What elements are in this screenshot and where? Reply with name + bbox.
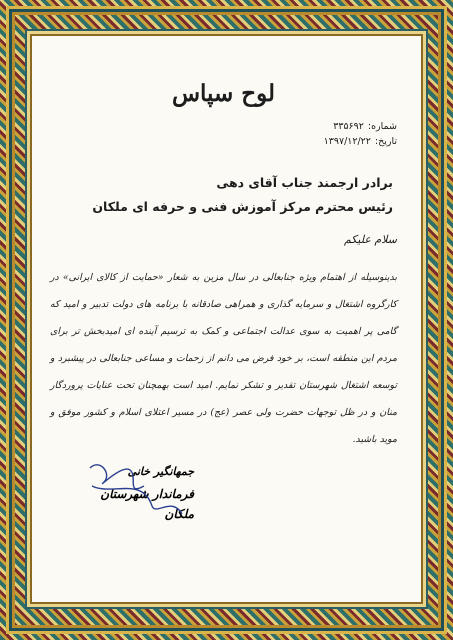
signer-title: فرماندار شهرستان ملکان: [100, 487, 194, 521]
signer-name: جمهانگیر خانی: [127, 465, 194, 478]
addressee-name: برادر ارجمند جناب آقای دهی: [216, 175, 393, 190]
reference-number-value: ۳۳۵۶۹۲: [333, 121, 364, 132]
letter-body: بدینوسیله از اهتمام ویژه جنابعالی در سال مزین به شعار «حمایت از کالای ایرانی» در کارگروه اشتغال و سرمایه گذاری و همراهی صادقانه با برنامه های دولت تدبیر و امید که گامی پر اهمیت به سوی عدالت اجتماعی و کمک به ترسیم آینده ای امیدبخش تر برای مردم این منطقه است، بر خود فرض می دانم از زحمات و مساعی جنابعالی در پیشبرد و توسعه اشتغال شهرستان تقدیر و تشکر نمایم. امید است بهمچنان تحت عنایات پروردگار منان و در ظل توجهات حضرت ولی عصر (عج) در مسیر اعتلای اسلام و کشور موفق و موید باشید.: [50, 272, 397, 445]
reference-number: [227, 119, 397, 134]
addressee-block: [50, 171, 397, 219]
reference-block: [227, 119, 397, 149]
reference-date: [227, 134, 397, 149]
certificate-title: لوح سپاس: [171, 80, 276, 107]
addressee-position: رئیس محترم مرکز آموزش فنی و حرفه ای ملکان: [92, 199, 393, 214]
signature-scribble: [82, 456, 202, 526]
greeting: سلام علیکم: [343, 233, 397, 246]
reference-number-label: شماره:: [367, 121, 397, 132]
signature-block: [82, 460, 202, 550]
certificate-paper: [30, 34, 423, 604]
reference-date-label: تاریخ:: [374, 136, 397, 147]
reference-date-value: ۱۳۹۷/۱۲/۲۲: [323, 136, 371, 147]
